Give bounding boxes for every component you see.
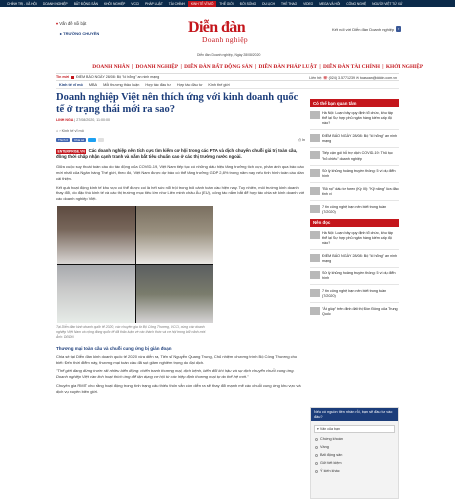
divider	[310, 249, 399, 250]
twitter-icon[interactable]	[88, 138, 96, 143]
logo-line2: Doanh nghiệp	[202, 35, 248, 44]
photo-panel-speaker-1	[57, 206, 135, 264]
trending-tag[interactable]: ▸ TRƯỜNG CHUYÊN	[60, 31, 100, 36]
subnav-kinh-te-vi-mo[interactable]: Kinh tế vĩ mô	[59, 83, 83, 87]
subnav-item-6[interactable]: Kinh thế giới	[208, 83, 230, 87]
related-thumbnail[interactable]	[310, 111, 320, 119]
phone-number[interactable]: (024) 3.5771239	[328, 75, 355, 80]
chevron-down-icon: ▾	[317, 427, 319, 431]
hot-topics[interactable]	[56, 21, 86, 26]
topnav-item-12[interactable]: THỂ THAO	[280, 1, 298, 6]
recommended-thumbnail[interactable]	[310, 307, 320, 315]
related-thumbnail[interactable]	[310, 151, 320, 159]
recommended-item[interactable]: Hà Nội: Loạn bảy quy định tổ chức, khu tập thể lại Sự hợp phủ ngân hàng kiếm cấp độ nào?	[310, 231, 399, 246]
logo-line1: Diễn đàn	[188, 19, 245, 36]
photo-panel-speaker-3	[57, 265, 135, 323]
email-address[interactable]: toasoan@dddn.com.vn	[359, 75, 397, 80]
menu-separator: |	[180, 64, 182, 70]
radio-button[interactable]	[315, 446, 318, 449]
article-paragraph: Kết quả hoạt động kinh tế khu vực có thể được coi là hết sức nổi trội trong bối cảnh toàn cầu hiện nay. Tuy nhiên, môi trường kinh doanh thay đổi, do đặc thù kinh tế và các thị trường mục tiêu lớn như Liên minh châu Âu (EU), công tác nắm bắt để hợp tác chia sẻ kinh doanh với các doanh nghiệp Việt.	[56, 184, 305, 202]
hot-topics-label: Vấn đề nổi bật	[59, 21, 87, 26]
gplus-icon[interactable]	[98, 138, 104, 143]
article-paragraph: Chuyên gia RMIT cho rằng hoạt động trong tình trạng cấu thiếu thốn vẫn còn diễn ra sẽ thay đổi mạnh mẽ các chuỗi cung ứng khu vực và dịch vụ xuyên biên giới.	[56, 383, 301, 395]
related-item[interactable]: Hà Nội: Loạn bảy quy định tổ chức, khu tập thể lại Sự hợp phủ ngân hàng kiếm cấp độ nào?	[310, 111, 399, 126]
photo-caption: Tại Diễn đàn kinh doanh quốc tế 2020, các chuyên gia từ Bộ Công Thương, VCCI, cùng các doanh nghiệp Việt Nam và cộng đồng quốc tế đã thảo luận về các thách thức và cơ hội trong bối cảnh mới. Ảnh: DĐDN	[56, 325, 207, 339]
article-subheading: Thương mại toàn cầu và chuỗi cung ứng bị gián đoạn	[56, 345, 172, 351]
divider	[310, 147, 399, 148]
related-item[interactable]: Tiếp cận gói hỗ trợ dịch COVID-19: Thủ tục "bỏ chiếu" doanh nghiệp	[310, 151, 399, 161]
article-title: Doanh nghiệp Việt nên thích ứng với kinh doanh quốc tế ở trạng thái mới ra sao?	[56, 92, 299, 115]
related-thumbnail[interactable]	[310, 134, 320, 142]
topnav-item-10[interactable]: ĐỜI SỐNG	[239, 1, 257, 6]
phone-icon: ☏	[323, 75, 328, 80]
related-item[interactable]: ĐIỂM BÁO NGÀY 28/08: Bộ "lố hổng" an ninh mạng	[310, 134, 399, 144]
article-date: | 27/08/2020, 11:00:00	[74, 118, 111, 122]
subnav-item-3[interactable]: Mỗi thương thảo luận	[103, 83, 140, 87]
menu-khoi-nghiep[interactable]: KHỞI NGHIỆP	[385, 64, 424, 70]
article-photo	[57, 206, 213, 323]
recommended-thumbnail[interactable]	[310, 289, 320, 297]
article-sapo	[56, 148, 305, 161]
topnav-item-11[interactable]: DU LỊCH	[262, 1, 275, 6]
topnav-item-15[interactable]: CÔNG NGHỆ	[346, 1, 367, 6]
topnav-item-5[interactable]: VCCI	[131, 1, 139, 6]
menu-separator: |	[382, 64, 384, 70]
menu-doanh-nghiep[interactable]: DOANH NGHIỆP	[135, 64, 179, 70]
news-ticker	[56, 73, 399, 81]
related-thumbnail[interactable]	[310, 187, 320, 195]
divider	[310, 165, 399, 166]
topnav-item-8-active[interactable]: KINH TẾ VĨ MÔ	[188, 1, 217, 7]
topnav-item-1[interactable]: CHÍNH TRỊ - XÃ HỘI	[7, 1, 37, 6]
article-paragraph: Giữa cuộc suy thoái toàn cầu do tác động của COVID-19, Việt Nam tiếp tục có những dấu hiệu tăng trưởng tích cực, phản ánh qua báo cáo mới nhất của Ngân hàng Thế giới, theo đó, Việt Nam được dự báo có thể tăng trưởng GDP 2,8% trong năm nay nếu tình hình toàn cầu dần cải thiện.	[56, 163, 304, 181]
poll-option[interactable]: Bất động sản	[315, 453, 394, 457]
poll-question: Nếu có nguồn tiền nhàn rỗi, bạn sẽ đầu tư vào đâu?	[311, 408, 398, 421]
fire-icon: ▾	[56, 21, 59, 26]
ticker-label: Tin mới	[56, 75, 70, 79]
topnav-item-7[interactable]: TÀI CHÍNH	[168, 1, 185, 6]
divider	[310, 129, 399, 130]
article-quote: "Thế giới đang đứng trước rất nhiều biến động: chiến tranh thương mại, dịch bệnh, biến đổi khí hậu và sự dịch chuyển chuỗi cung ứng. Doanh nghiệp Việt cần linh hoạt thích ứng để tận dụng cơ hội từ các hiệp định thương mại tự do thế hệ mới."	[56, 368, 295, 380]
related-item[interactable]: 7 tin công nghệ bạn nên biết trong tuần (7/2020)	[310, 205, 399, 215]
recommended-thumbnail[interactable]	[310, 231, 320, 239]
topnav-item-3[interactable]: BẤT ĐỘNG SẢN	[73, 1, 98, 6]
poll-option[interactable]: Vàng	[315, 445, 394, 449]
radio-button[interactable]	[315, 438, 318, 441]
topnav-item-16[interactable]: NGƯỜI VIỆT TỨ XỨ	[372, 1, 403, 6]
recommended-thumbnail[interactable]	[310, 271, 320, 279]
article-byline	[56, 118, 305, 122]
sidebar	[310, 99, 399, 317]
menu-separator: |	[131, 64, 134, 70]
home-icon[interactable]: ⌂	[56, 129, 59, 133]
poll-option[interactable]: Chứng khoán	[315, 437, 394, 441]
related-thumbnail[interactable]	[310, 169, 320, 177]
related-box-title: Có thể bạn quan tâm	[310, 99, 399, 107]
divider	[310, 267, 399, 268]
photo-panel-speaker-2	[136, 206, 214, 264]
recommended-item[interactable]: ĐIỂM BÁO NGÀY 28/08: Bộ "lố hổng" an ninh mạng	[310, 254, 399, 264]
header-date: Diễn đàn Doanh nghiệp, Ngày 28/08/2020	[197, 53, 261, 57]
recommended-item[interactable]: Sử lý khủng hoảng truyền thông: 5 ví dụ điển hình	[310, 271, 399, 281]
share-button[interactable]: Chia sẻ	[74, 138, 85, 142]
mail-icon: ✉	[355, 75, 359, 80]
sapo-text: Các doanh nghiệp nên tích cực tìm kiếm cơ hội trong các FTA và dịch chuyển chuỗi giá trị toàn cầu, đồng thời chấp nhận cạnh tranh và nắm bắt tiêu chuẩn cao ở các thị trường nước ngoài.	[56, 148, 298, 160]
print-icon: ⎙	[298, 138, 301, 142]
recommended-item[interactable]: 7 tin công nghệ bạn nên biết trong tuần (7/2020)	[310, 289, 399, 299]
article-paragraph: Chia sẻ tại Diễn đàn kinh doanh quốc tế 2020 vừa diễn ra, Tiến sĩ Nguyễn Quang Trung, Chủ nhiệm chương trình Bộ Công Thương cho biết: Đến thời điểm này, thương mại toàn cầu đã sụt giảm nghiêm trọng do đại dịch.	[56, 353, 298, 365]
menu-separator: |	[254, 64, 257, 70]
poll-option[interactable]: Gửi tiết kiệm	[315, 461, 394, 465]
poll-select[interactable]: ▾ Vấn của bạn	[314, 425, 395, 433]
social-connect-text: Kết nối với Diễn đàn Doanh nghiệp	[332, 26, 395, 32]
divider	[310, 182, 399, 183]
section-subnav	[56, 82, 399, 89]
poll-box	[310, 407, 399, 499]
divider	[310, 302, 399, 303]
facebook-icon[interactable]: f	[398, 27, 400, 31]
social-connect	[332, 26, 401, 32]
radio-button[interactable]	[315, 462, 318, 465]
ticker-headline[interactable]: ĐIỂM BÁO NGÀY 28/08: Bộ "lố hổng" an ninh mạng	[76, 75, 160, 79]
subnav-item-4[interactable]: Hợp tác đầu tư	[145, 83, 171, 87]
topnav-item-13[interactable]: VIDEO	[303, 1, 314, 6]
topnav-item-4[interactable]: KHỞI NGHIỆP	[103, 1, 126, 6]
photo-panel-speaker-4	[136, 265, 214, 323]
menu-doanh-nhan[interactable]: DOANH NHÂN	[92, 64, 130, 70]
divider	[310, 284, 399, 285]
topnav-item-14[interactable]: MEGA VÀ HỎI	[319, 1, 341, 6]
menu-bat-dong-san[interactable]: DIỄN ĐÀN BẤT ĐỘNG SẢN	[184, 64, 253, 70]
topnav-item-6[interactable]: PHÁP LUẬT	[144, 1, 163, 6]
top-nav-bar	[0, 0, 455, 7]
menu-separator: |	[319, 64, 321, 70]
radio-button[interactable]	[315, 470, 318, 473]
related-thumbnail[interactable]	[310, 205, 320, 213]
article	[56, 92, 305, 395]
article-author[interactable]: LINH NGA	[56, 118, 74, 122]
menu-phap-luat[interactable]: DIỄN ĐÀN PHÁP LUẬT	[258, 64, 318, 70]
topnav-item-9[interactable]: THẾ GIỚI	[219, 1, 234, 6]
print-button[interactable]: ⎙ In	[298, 138, 305, 142]
radio-button[interactable]	[315, 454, 318, 457]
breadcrumb: ⌂ › Kinh tế vĩ mô	[56, 129, 84, 133]
ticker-arrow-icon	[71, 76, 74, 79]
trend-icon: ▸	[60, 31, 63, 36]
topnav-item-2[interactable]: DOANH NGHIỆP	[42, 1, 68, 6]
main-menu	[90, 64, 425, 70]
recommended-box-title: Nên đọc	[310, 219, 399, 227]
menu-tai-chinh[interactable]: DIỄN ĐÀN TÀI CHÍNH	[322, 64, 380, 70]
subnav-item-5[interactable]: Hợp tác đầu tư	[176, 83, 203, 87]
contact-info: Liên hệ: ☏ (024) 3.5771239 ✉ toasoan@dddn.com.vn	[309, 75, 397, 80]
related-item[interactable]: "Bỏ rọi" dấu tơ forex (Kỳ III): "Kỹ năng" lừa đảo tinh vi	[310, 187, 399, 197]
recommended-item[interactable]: "Át giúp" trên đinh đất thị Đồn Đông của Trung Quốc	[310, 307, 399, 317]
poll-option[interactable]: Ý kiến khác	[315, 469, 394, 473]
breadcrumb-category[interactable]: Kinh tế vĩ mô	[61, 129, 84, 133]
divider	[310, 200, 399, 201]
recommended-thumbnail[interactable]	[310, 254, 320, 262]
source-tag: ENTERPRISE.VN	[57, 149, 85, 153]
subnav-mba[interactable]: MBA	[88, 83, 98, 87]
site-logo[interactable]	[188, 20, 268, 48]
like-button[interactable]: Thích 0	[58, 138, 69, 142]
recommended-box	[310, 219, 399, 317]
related-item[interactable]: Sử lý khủng hoảng truyền thông: 5 ví dụ điển hình	[310, 169, 399, 179]
share-bar	[56, 137, 305, 143]
